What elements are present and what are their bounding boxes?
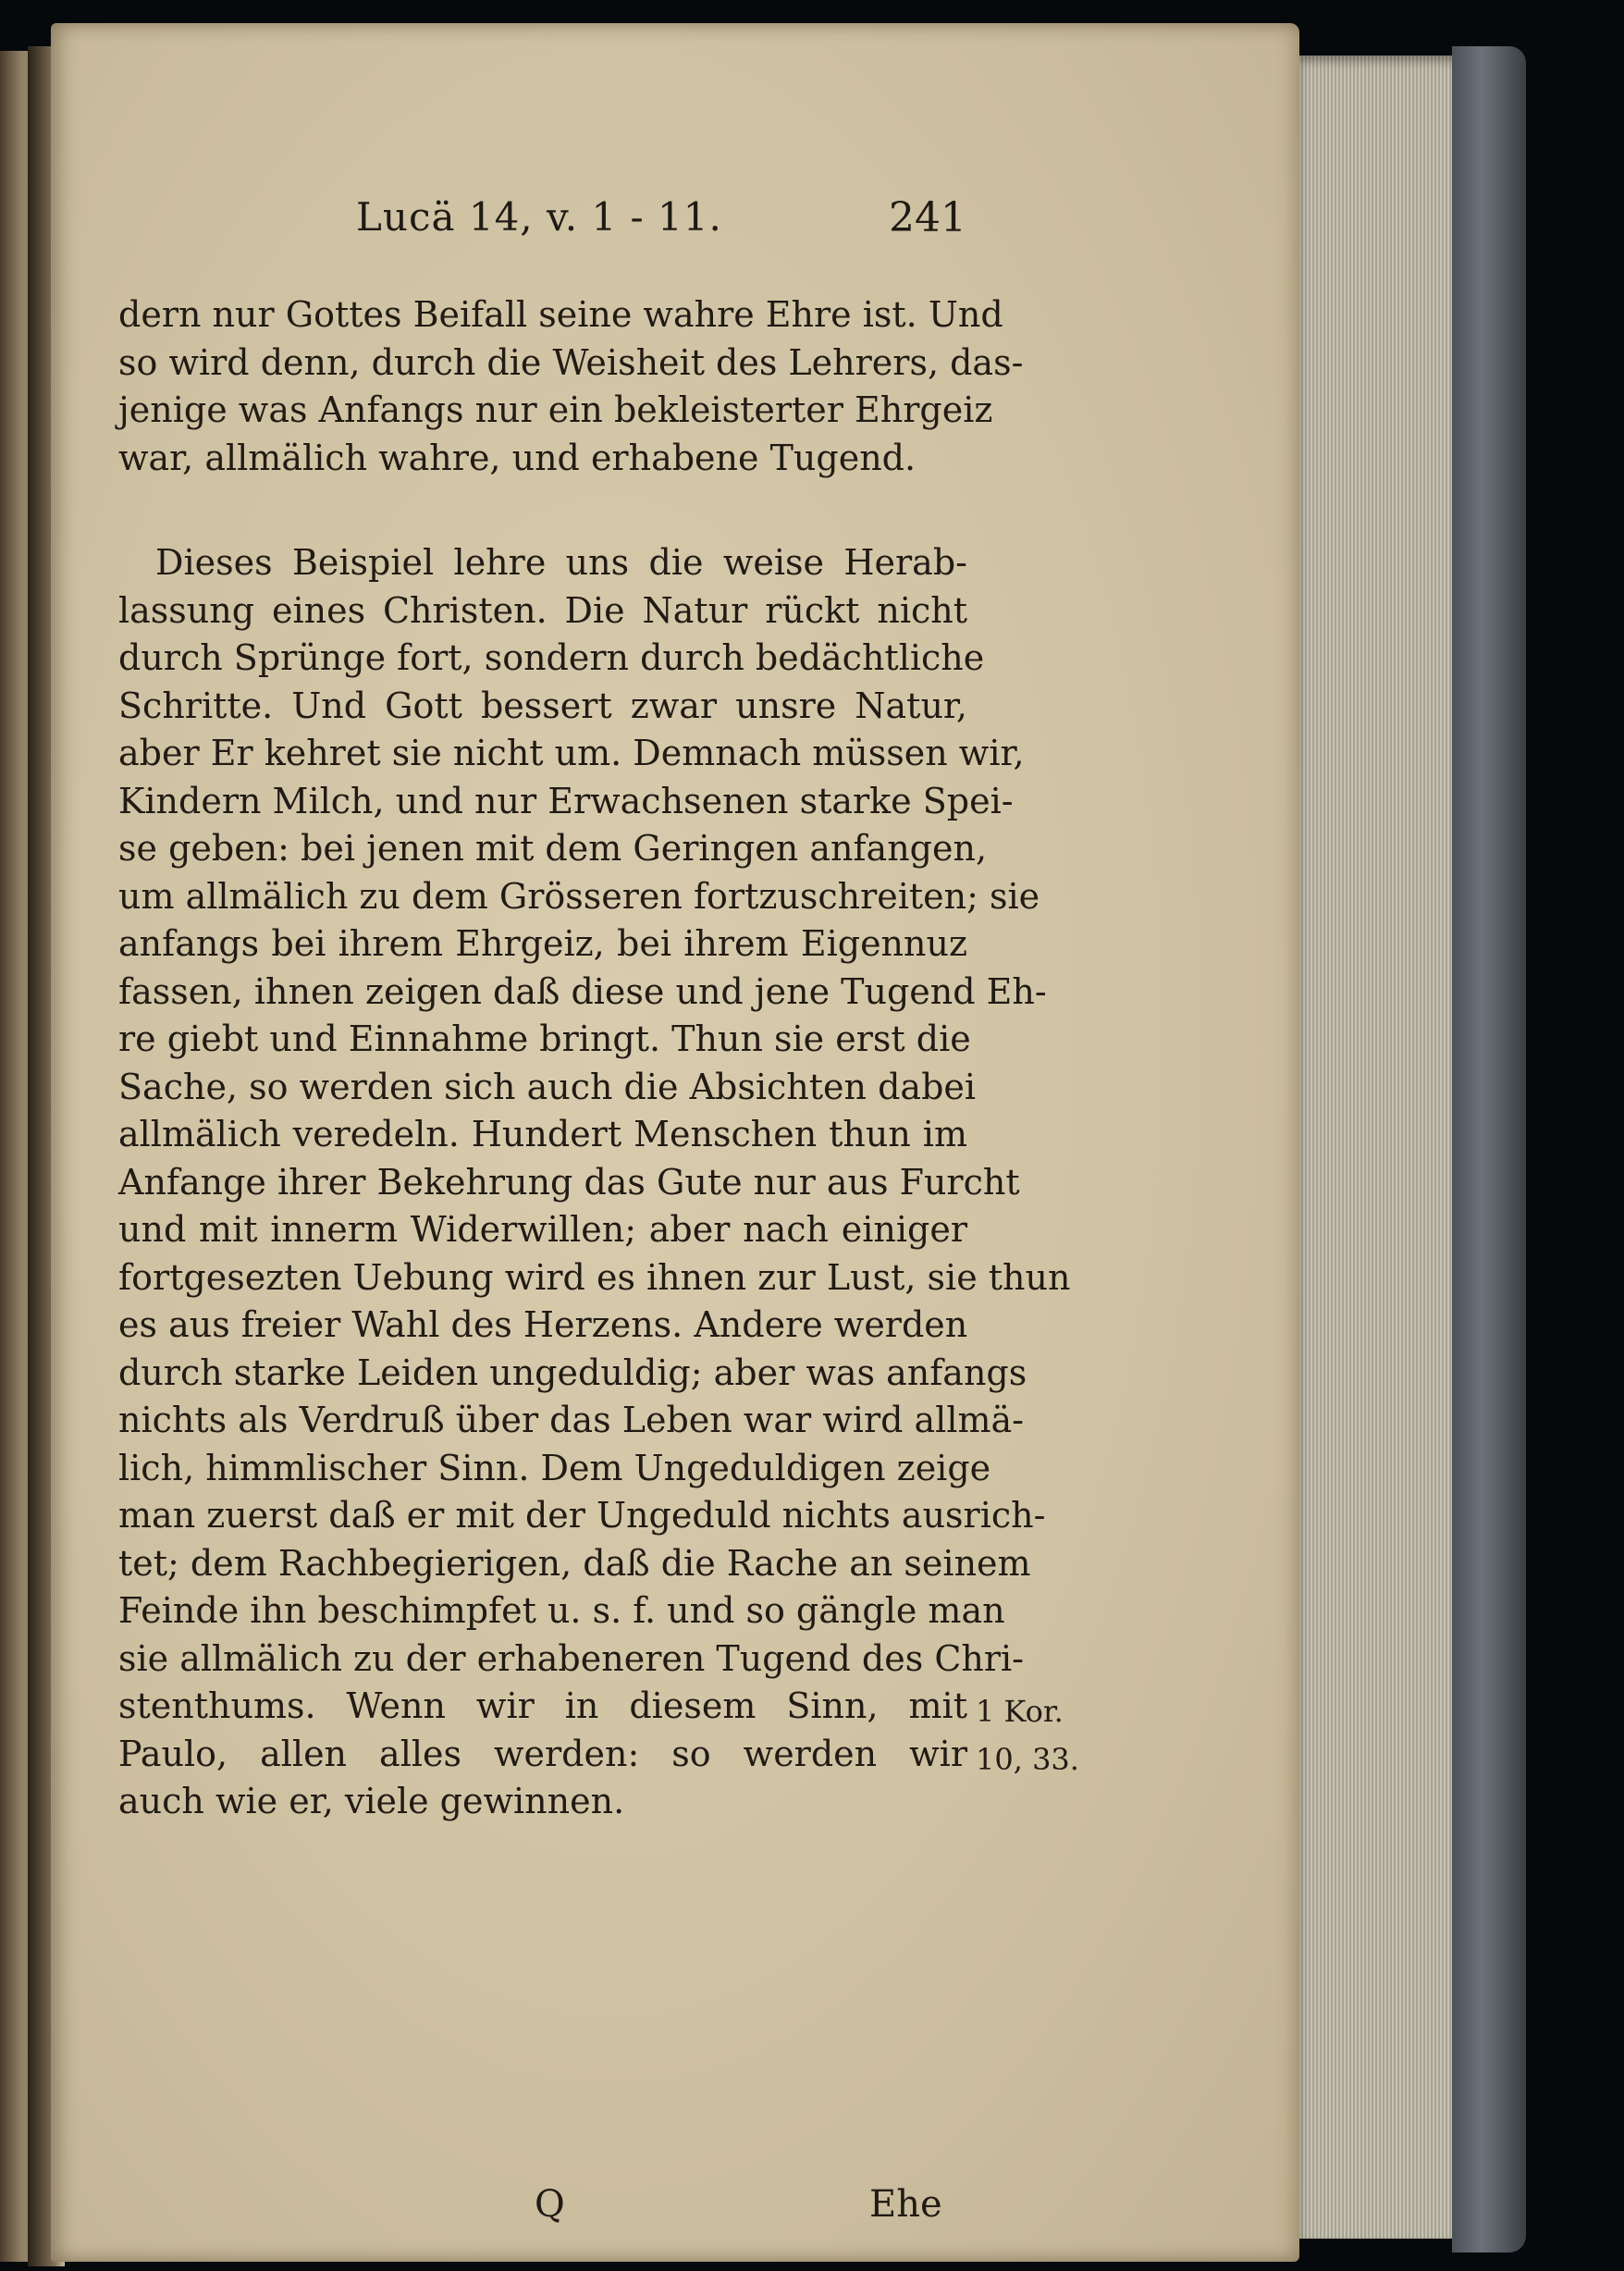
text-line: durch Sprünge fort, sondern durch bedächtliche: [118, 637, 985, 678]
text-line: Kindern Milch, und nur Erwachsenen starke Spei-: [118, 780, 1014, 821]
text-line: aber Er kehret sie nicht um. Demnach müssen wir,: [118, 733, 1025, 773]
text-line: so wird denn, durch die Weisheit des Lehrers, das-: [118, 341, 1024, 383]
page-edges: [1299, 56, 1466, 2239]
text-line: jenige was Anfangs nur ein bekleisterter Ehrgeiz: [118, 389, 993, 430]
margin-reference-line: 1 Kor.: [976, 1694, 1064, 1729]
text-line: fortgesezten Uebung wird es ihnen zur Lust, sie thun: [118, 1256, 1071, 1298]
text-line: Anfange ihrer Bekehrung das Gute nur aus Furcht: [118, 1161, 1020, 1203]
text-line: anfangs bei ihrem Ehrgeiz, bei ihrem Eigennuz: [118, 923, 967, 964]
paragraph-1: [118, 291, 1024, 482]
paragraph-gap: [118, 482, 967, 539]
text-line: auch wie er, viele gewinnen.: [118, 1781, 625, 1821]
signature-mark: Q: [535, 2183, 565, 2226]
text-line: lich, himmlischer Sinn. Dem Ungeduldigen zeige: [118, 1447, 991, 1488]
margin-reference-line: 10, 33.: [976, 1741, 1079, 1777]
text-line: und mit innerm Widerwillen; aber nach einiger: [118, 1209, 967, 1250]
text-line: war, allmälich wahre, und erhabene Tugend.: [118, 437, 917, 478]
text-line: man zuerst daß er mit der Ungeduld nichts ausrich-: [118, 1495, 1046, 1536]
text-line: tet; dem Rachbegierigen, daß die Rache an seinem: [118, 1542, 1031, 1584]
text-line: sie allmälich zu der erhabeneren Tugend des Chri-: [118, 1637, 1025, 1679]
page-header: [116, 194, 966, 250]
text-line: allmälich veredeln. Hundert Menschen thun im: [118, 1114, 967, 1154]
text-line: lassung eines Christen. Die Natur rückt nicht: [118, 589, 967, 631]
margin-reference: [976, 1688, 1105, 1783]
text-line: Dieses Beispiel lehre uns die weise Herab-: [155, 542, 967, 583]
text-line: dern nur Gottes Beifall seine wahre Ehre ist. Und: [118, 294, 1003, 335]
text-line: fassen, ihnen zeigen daß diese und jene Tugend Eh-: [118, 970, 1047, 1012]
text-line: Sache, so werden sich auch die Absichten dabei: [118, 1066, 977, 1107]
text-line: Paulo, allen alles werden: so werden wir: [118, 1733, 967, 1774]
book-binding: [1452, 46, 1526, 2252]
catchword: Ehe: [869, 2183, 942, 2226]
text-line: nichts als Verdruß über das Leben war wird allmä-: [118, 1400, 1025, 1440]
running-title: Lucä 14, v. 1 - 11.: [356, 194, 722, 240]
text-line: stenthums. Wenn wir in diesem Sinn, mit: [118, 1685, 967, 1726]
text-line: Schritte. Und Gott bessert zwar unsre Natur,: [118, 685, 967, 726]
text-line: re giebt und Einnahme bringt. Thun sie erst die: [118, 1018, 971, 1059]
text-line: um allmälich zu dem Grösseren fortzuschreiten; sie: [118, 875, 1040, 917]
text-line: es aus freier Wahl des Herzens. Andere werden: [118, 1304, 968, 1345]
text-line: Feinde ihn beschimpfet u. s. f. und so gängle man: [118, 1590, 1005, 1631]
text-line: se geben: bei jenen mit dem Geringen anfangen,: [118, 828, 988, 869]
page-number: 241: [889, 194, 966, 241]
text-line: durch starke Leiden ungeduldig; aber was anfangs: [118, 1351, 1027, 1393]
